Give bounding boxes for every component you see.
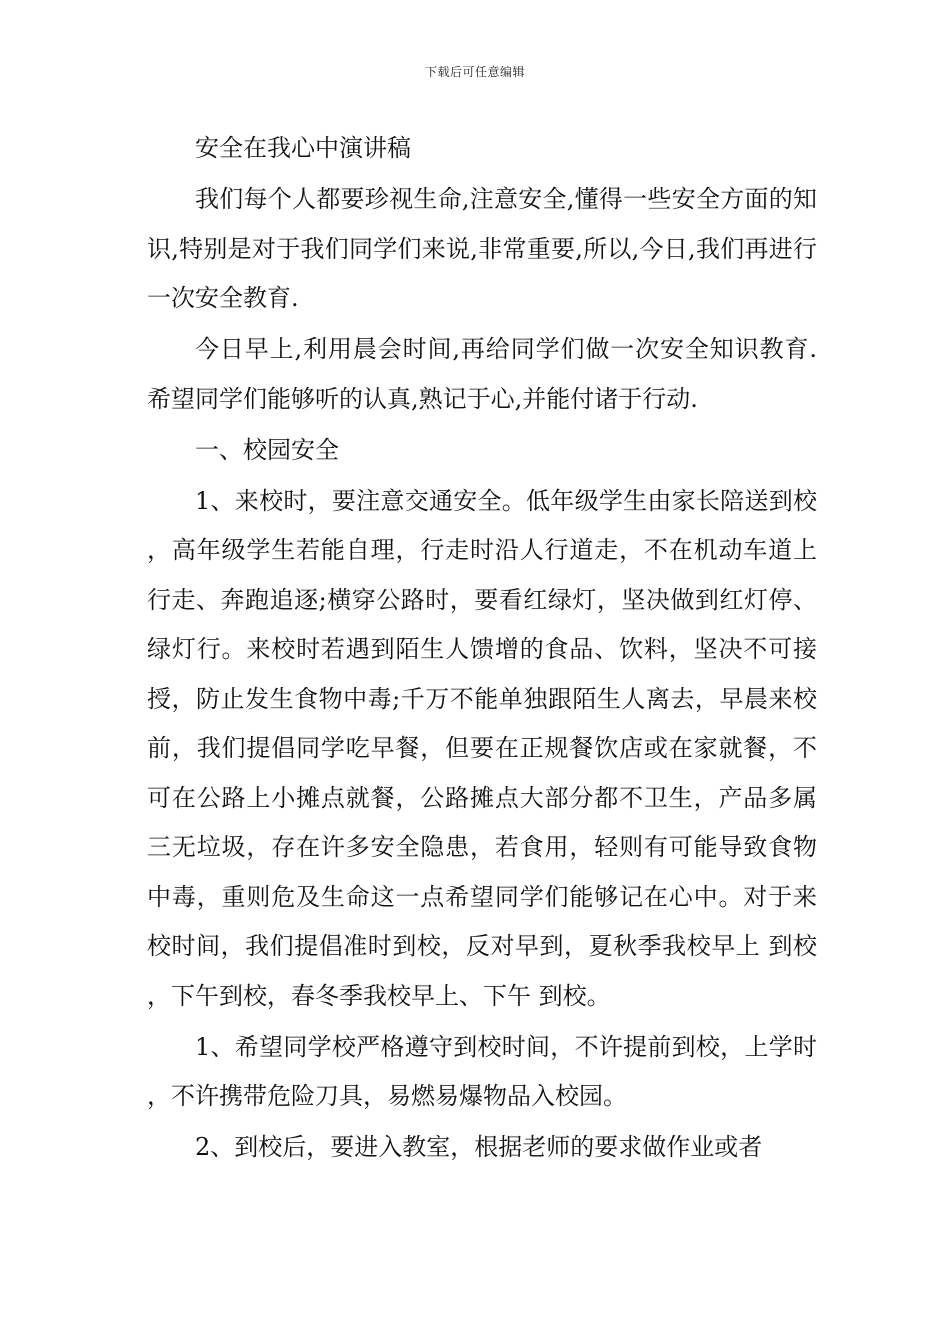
section-heading-campus-safety: 一、校园安全: [195, 435, 339, 464]
page-header-note: 下载后可任意编辑: [424, 65, 525, 79]
document-title: 安全在我心中演讲稿: [195, 134, 411, 162]
paragraph-morning-assembly: 今日早上,利用晨会时间,再给同学们做一次安全知识教育.希望同学们能够听的认真,熟记于心,并能付诸于行动.: [147, 335, 817, 413]
paragraph-arrival-rules: 1、希望同学校严格遵守到校时间，不许提前到校，上学时，不许携带危险刀具，易燃易爆物品入校园。: [147, 1032, 817, 1110]
paragraph-intro: 我们每个人都要珍视生命,注意安全,懂得一些安全方面的知识,特别是对于我们同学们来说,非常重要,所以,今日,我们再进行一次安全教育.: [147, 185, 817, 312]
paragraph-school-arrival: 1、来校时，要注意交通安全。低年级学生由家长陪送到校，高年级学生若能自理，行走时沿人行道走，不在机动车道上行走、奔跑追逐;横穿公路时，要看红绿灯，坚决做到红灯停、绿灯行。来校时若遇到陌生人馈增的食品、饮料，坚决不可接授，防止发生食物中毒;千万不能单独跟陌生人离去，早晨来校前，我们提倡同学吃早餐，但要在正规餐饮店或在家就餐，不可在公路上小摊点就餐，公路摊点大部分都不卫生，产品多属三无垃圾，存在许多安全隐患，若食用，轻则有可能导致食物中毒，重则危及生命这一点希望同学们能够记在心中。对于来校时间，我们提倡准时到校，反对早到，夏秋季我校早上 到校，下午到校，春冬季我校早上、下午 到校。: [147, 486, 817, 1010]
paragraph-after-arrival: 2、到校后，要进入教室，根据老师的要求做作业或者: [195, 1133, 763, 1161]
document-body: [147, 124, 817, 1174]
